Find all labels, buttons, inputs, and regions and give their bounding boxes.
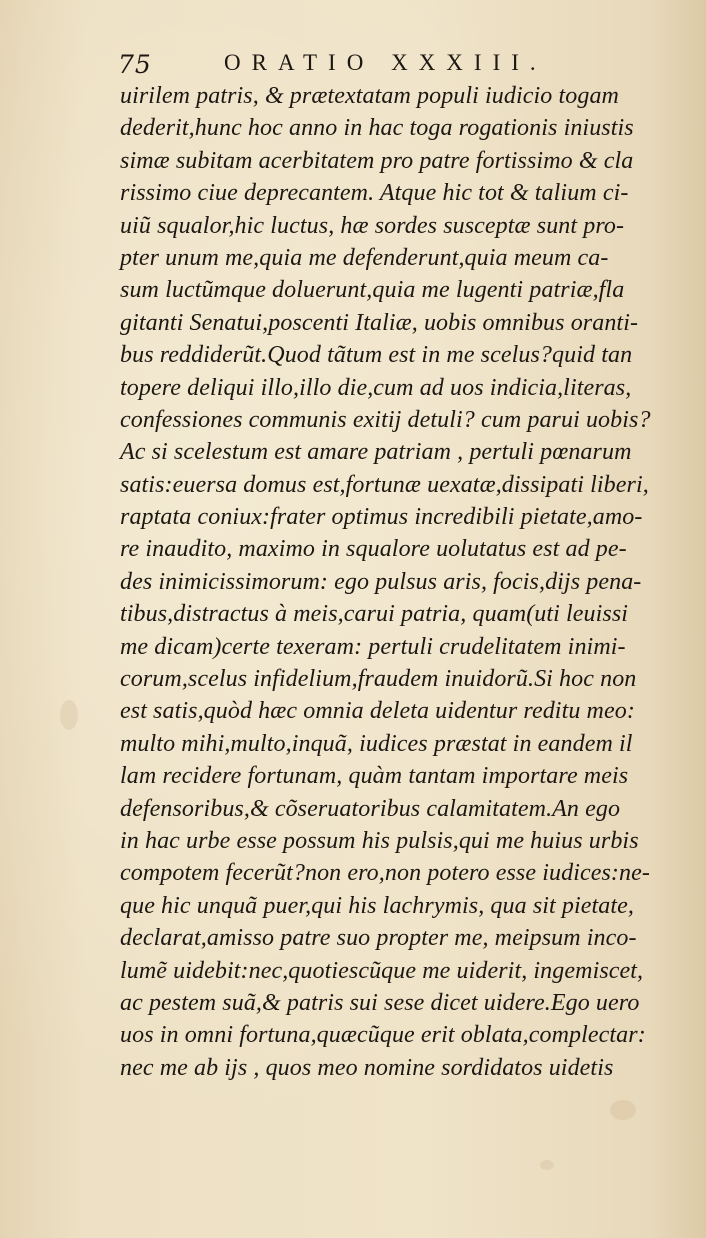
text-line: in hac urbe esse possum his pulsis,qui me huius urbis xyxy=(120,827,639,854)
text-line: multo mihi,multo,inquã, iudices præstat in eandem il xyxy=(120,730,633,757)
text-line: me dicam)certe texeram: pertuli crudelitatem inimi- xyxy=(120,633,626,660)
text-line: ac pestem suã,& patris sui sese dicet uidere.Ego uero xyxy=(120,989,640,1016)
text-line: lam recidere fortunam, quàm tantam importare meis xyxy=(120,763,629,790)
text-line: re inaudito, maximo in squalore uolutatus est ad pe- xyxy=(120,536,627,563)
text-block xyxy=(120,80,685,1084)
text-line: uiũ squalor,hic luctus, hæ sordes susceptæ sunt pro- xyxy=(120,212,625,239)
text-line: pter unum me,quia me defenderunt,quia meum ca- xyxy=(120,244,609,271)
text-line: uirilem patris, & prætextatam populi iudicio togam xyxy=(120,83,619,109)
text-line: simæ subitam acerbitatem pro patre fortissimo & cla xyxy=(120,147,634,174)
text-line: declarat,amisso patre suo propter me, meipsum inco- xyxy=(120,925,637,952)
text-line: rissimo ciue deprecantem. Atque hic tot & talium ci- xyxy=(120,180,629,207)
text-line: confessiones communis exitij detuli? cum parui uobis? xyxy=(120,406,651,433)
text-line: dederit,hunc hoc anno in hac toga rogationis iniustis xyxy=(120,115,634,142)
running-head: ORATIO XXXIII. xyxy=(224,50,547,75)
text-line: tibus,distractus à meis,carui patria, quam(uti leuissi xyxy=(120,601,629,628)
paper-stain xyxy=(60,700,78,730)
text-line: corum,scelus infidelium,fraudem inuidorũ.Si hoc non xyxy=(120,666,637,693)
text-line: des inimicissimorum: ego pulsus aris, focis,dijs pena- xyxy=(120,568,642,595)
page-header xyxy=(118,46,678,82)
text-line: est satis,quòd hæc omnia deleta uidentur reditu meo: xyxy=(120,698,635,725)
text-line: defensoribus,& cõseruatoribus calamitatem.An ego xyxy=(120,795,621,822)
text-line: sum luctũmque doluerunt,quia me lugenti patriæ,fla xyxy=(120,277,625,304)
paper-stain xyxy=(610,1100,636,1120)
text-line: gitanti Senatui,poscenti Italiæ, uobis omnibus oranti- xyxy=(120,309,639,336)
text-line: lumẽ uidebit:nec,quotiescũque me uiderit, ingemiscet, xyxy=(120,957,644,984)
text-line: uos in omni fortuna,quæcũque erit oblata,complectar: xyxy=(120,1022,646,1049)
text-line: raptata coniux:frater optimus incredibili pietate,amo- xyxy=(120,504,643,531)
text-line: Ac si scelestum est amare patriam , pertuli pœnarum xyxy=(120,439,632,466)
text-line: satis:euersa domus est,fortunæ uexatæ,dissipati liberi, xyxy=(120,471,649,498)
text-line: bus reddiderũt.Quod tãtum est in me scelus?quid tan xyxy=(120,342,633,369)
text-line: que hic unquã puer,qui his lachrymis, qua sit pietate, xyxy=(120,892,635,919)
text-line: nec me ab ijs , quos meo nomine sordidatos uidetis xyxy=(120,1054,614,1081)
paper-stain xyxy=(540,1160,554,1170)
page-number: 75 xyxy=(118,50,152,79)
text-line: compotem fecerũt?non ero,non potero esse iudices:ne- xyxy=(120,860,650,887)
text-line: topere deliqui illo,illo die,cum ad uos indicia,literas, xyxy=(120,374,632,401)
